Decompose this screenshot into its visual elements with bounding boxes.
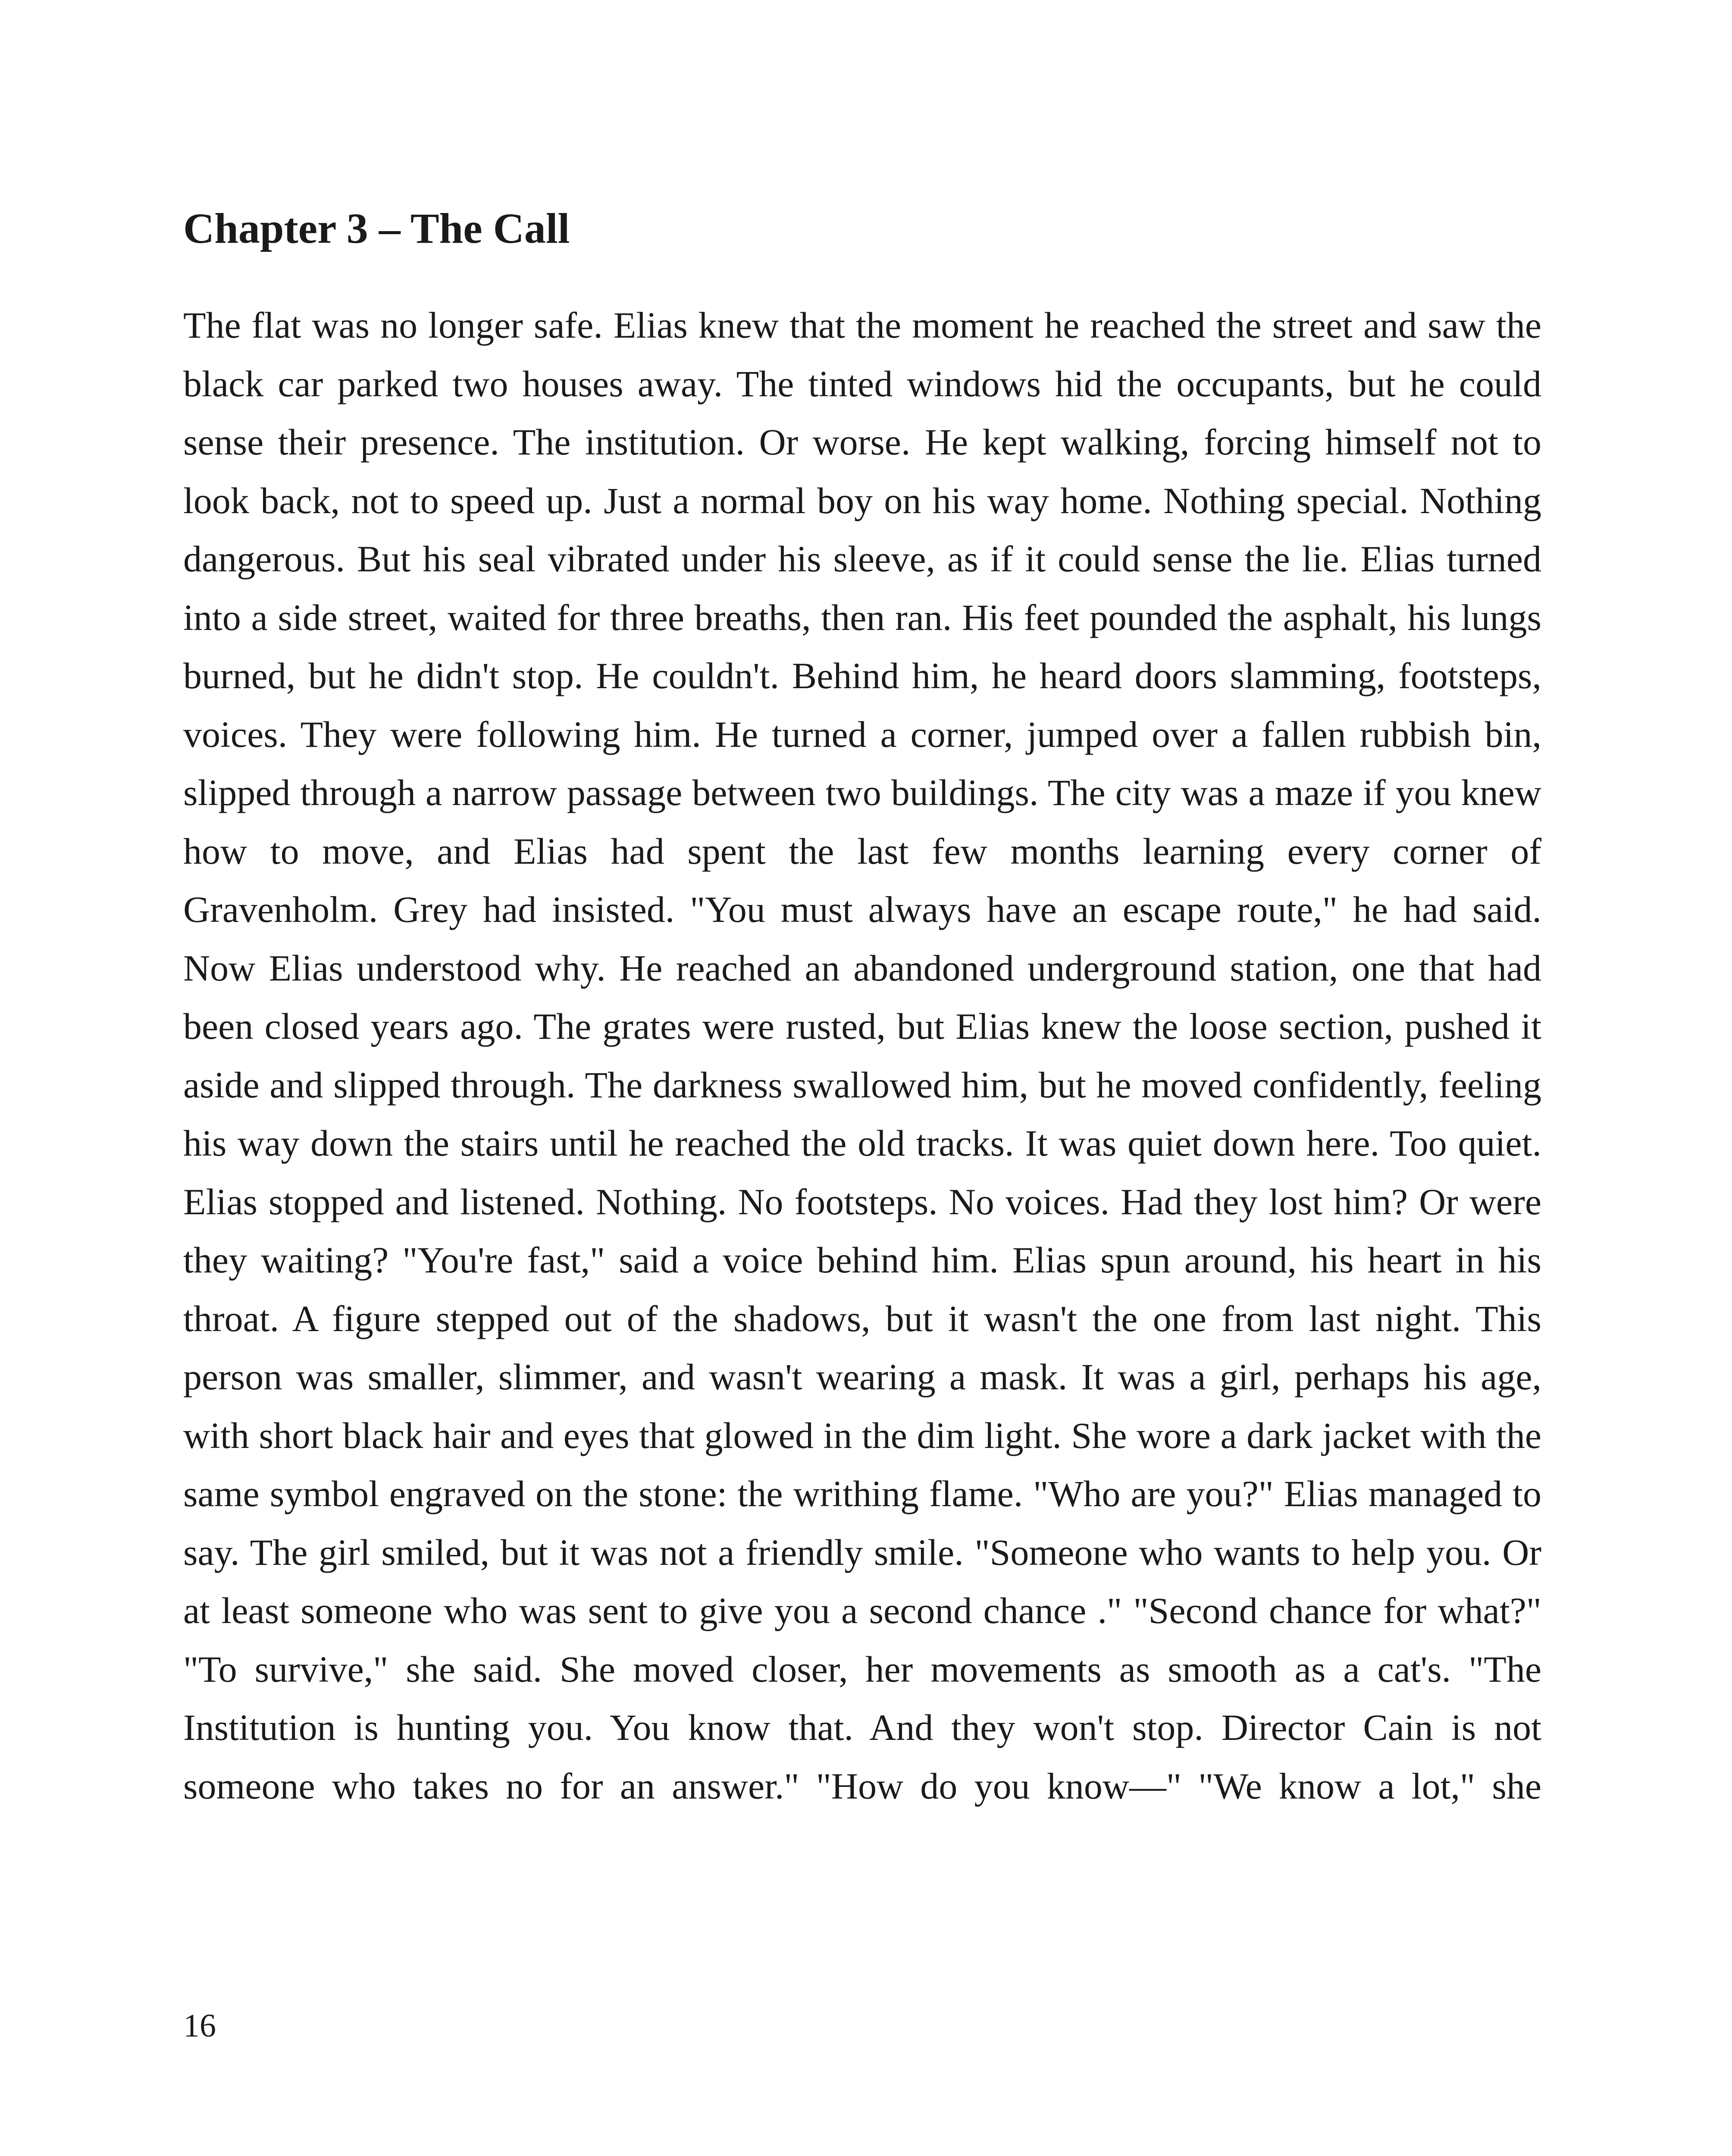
chapter-title: Chapter 3 – The Call [183,204,570,252]
page-number: 16 [183,2008,216,2044]
chapter-body-text: The flat was no longer safe. Elias knew that the moment he reached the street and saw the black car parked two houses away. The tinted windows hid the occupants, but he could sense their presence. The institution. Or worse. He kept walking, forcing himself not to look back, not to speed up. Just a normal boy on his way home. Nothing special. Nothing dangerous. But his seal vibrated under his sleeve, as if it could sense the lie. Elias turned into a side street, waited for three breaths, then ran. His feet pounded the asphalt, his lungs burned, but he didn't stop. He couldn't. Behind him, he heard doors slamming, footsteps, voices. They were following him. He turned a corner, jumped over a fallen rubbish bin, slipped through a narrow passage between two buildings. The city was a maze if you knew how to move, and Elias had spent the last few months learning every corner of Gravenholm. Grey had insisted. "You must always have an escape route," he had said. Now Elias understood why. He reached an abandoned underground station, one that had been closed years ago. The grates were rusted, but Elias knew the loose section, pushed it aside and slipped through. The darkness swallowed him, but he moved confidently, feeling his way down the stairs until he reached the old tracks. It was quiet down here. Too quiet. Elias stopped and listened. Nothing. No footsteps. No voices. Had they lost him? Or were they waiting? "You're fast," said a voice behind him. Elias spun around, his heart in his throat. A figure stepped out of the shadows, but it wasn't the one from last night. This person was smaller, slimmer, and wasn't wearing a mask. It was a girl, perhaps his age, with short black hair and eyes that glowed in the dim light. She wore a dark jacket with the same symbol engraved on the stone: the writhing flame. "Who are you?" Elias managed to say. The girl smiled, but it was not a friendly smile. "Someone who wants to help you. Or at least someone who was sent to give you a second chance ." "Second chance for what?" "To survive," she said. She moved closer, her movements as smooth as a cat's. "The Institution is hunting you. You know that. And they won't stop. Director Cain is not someone who takes no for an answer." "How do you know—" "We know a lot," she [183,304,1541,1807]
